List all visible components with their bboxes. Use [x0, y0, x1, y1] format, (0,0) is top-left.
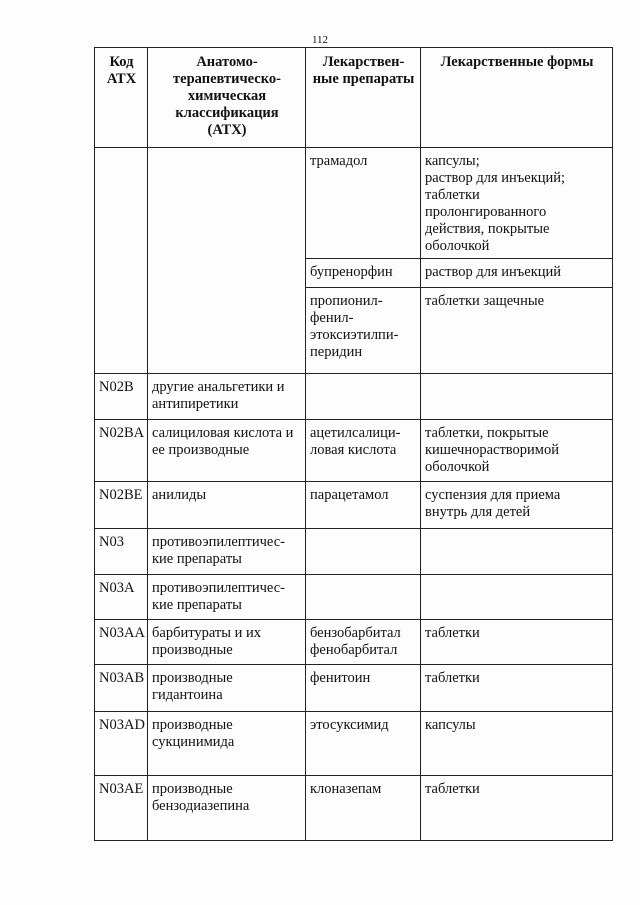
drug-cell: парацетамол	[306, 482, 421, 529]
form-cell: раствор для инъекций	[421, 259, 613, 288]
atc-name-cell	[148, 148, 306, 374]
form-cell: таблетки	[421, 665, 613, 712]
table-row	[95, 374, 613, 420]
drug-cell: фенитоин	[306, 665, 421, 712]
atc-code-cell: N03AD	[95, 712, 148, 776]
atc-code-cell	[95, 148, 148, 374]
atc-name-cell: противоэпилептичес- кие препараты	[148, 529, 306, 575]
table-row	[95, 529, 613, 575]
atc-code-cell: N03AB	[95, 665, 148, 712]
atc-code-cell: N02BE	[95, 482, 148, 529]
atc-code-cell: N03AA	[95, 620, 148, 665]
form-cell: таблетки	[421, 620, 613, 665]
table-row	[95, 482, 613, 529]
form-cell: таблетки защечные	[421, 288, 613, 374]
header-classification: Анатомо- терапевтическо- химическая классификация (АТХ)	[148, 48, 306, 148]
table-row	[95, 148, 613, 259]
drug-cell: бензобарбитал фенобарбитал	[306, 620, 421, 665]
drug-cell	[306, 374, 421, 420]
page-number: 112	[311, 34, 329, 46]
atc-name-cell: производные гидантоина	[148, 665, 306, 712]
table-row	[95, 620, 613, 665]
table-row	[95, 575, 613, 620]
drug-cell: пропионил- фенил- этоксиэтилпи- перидин	[306, 288, 421, 374]
table-header-row	[95, 48, 613, 148]
form-cell	[421, 529, 613, 575]
atc-code-cell: N03	[95, 529, 148, 575]
atc-name-cell: салициловая кислота и ее производные	[148, 420, 306, 482]
drug-cell: клоназепам	[306, 776, 421, 841]
atc-table	[94, 47, 613, 841]
form-cell: суспензия для приема внутрь для детей	[421, 482, 613, 529]
header-forms: Лекарственные формы	[421, 48, 613, 148]
table-row	[95, 420, 613, 482]
drug-cell: ацетилсалици- ловая кислота	[306, 420, 421, 482]
drug-cell	[306, 575, 421, 620]
header-code: Код АТХ	[95, 48, 148, 148]
form-cell: таблетки	[421, 776, 613, 841]
atc-name-cell: противоэпилептичес- кие препараты	[148, 575, 306, 620]
atc-code-cell: N03AE	[95, 776, 148, 841]
drug-cell: бупренорфин	[306, 259, 421, 288]
table-row	[95, 712, 613, 776]
form-cell: таблетки, покрытые кишечнорастворимой оболочкой	[421, 420, 613, 482]
form-cell: капсулы	[421, 712, 613, 776]
atc-code-cell: N03A	[95, 575, 148, 620]
form-cell: капсулы; раствор для инъекций; таблетки пролонгированного действия, покрытые оболочкой	[421, 148, 613, 259]
table-row	[95, 776, 613, 841]
table-row	[95, 665, 613, 712]
atc-name-cell: анилиды	[148, 482, 306, 529]
atc-name-cell: барбитураты и их производные	[148, 620, 306, 665]
drug-cell: этосуксимид	[306, 712, 421, 776]
drug-cell	[306, 529, 421, 575]
drug-cell: трамадол	[306, 148, 421, 259]
form-cell	[421, 575, 613, 620]
atc-code-cell: N02BA	[95, 420, 148, 482]
atc-code-cell: N02B	[95, 374, 148, 420]
atc-name-cell: производные сукцинимида	[148, 712, 306, 776]
atc-name-cell: другие анальгетики и антипиретики	[148, 374, 306, 420]
header-drugs: Лекарствен- ные препараты	[306, 48, 421, 148]
atc-name-cell: производные бензодиазепина	[148, 776, 306, 841]
form-cell	[421, 374, 613, 420]
